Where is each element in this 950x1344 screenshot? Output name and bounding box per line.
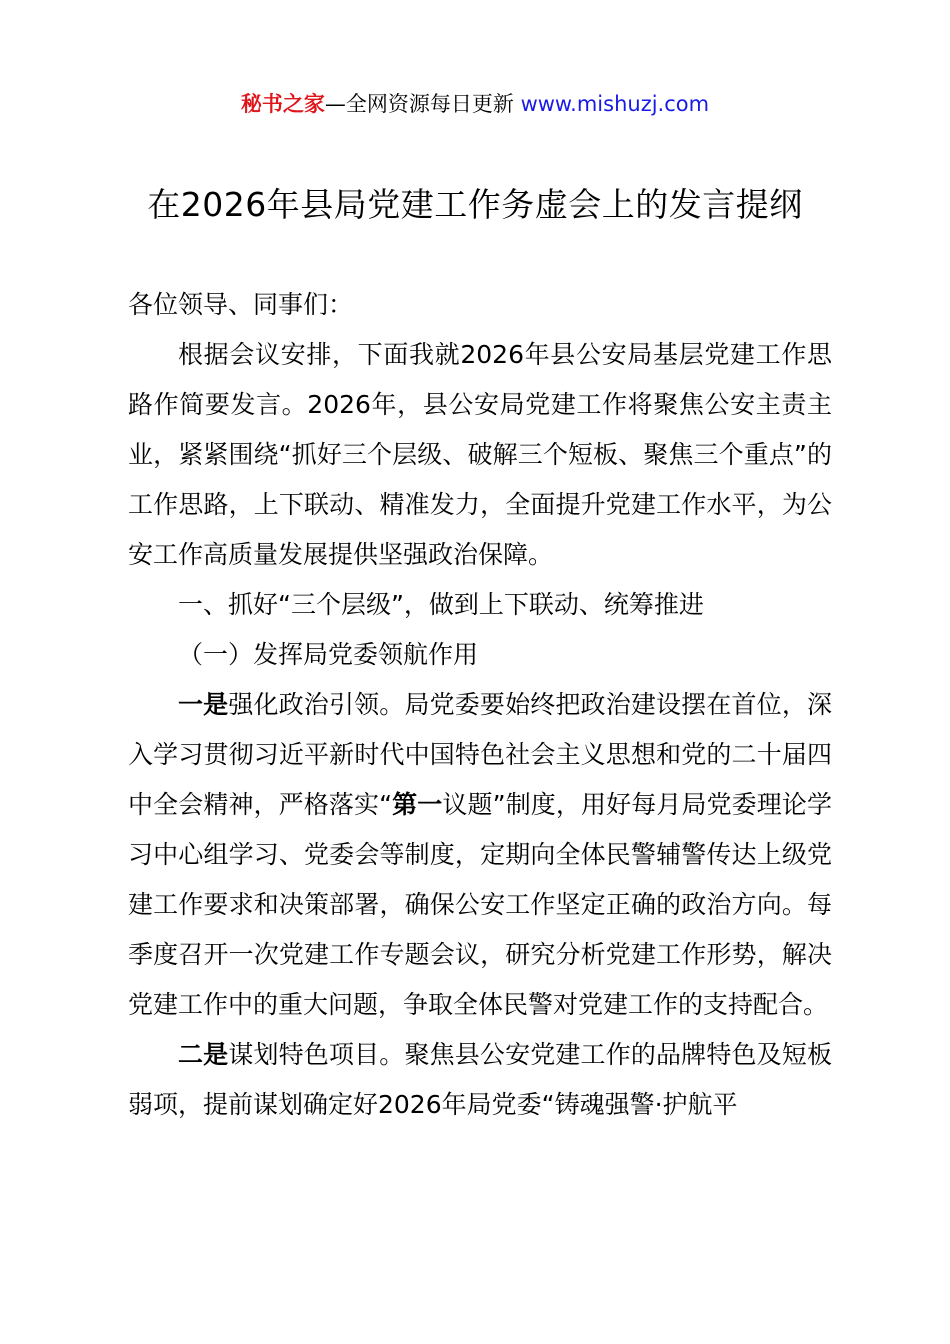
point-lead-1: 一是 [178, 690, 229, 719]
point-text-1b: 议题”制度，用好每月局党委理论学习中心组学习、党委会等制度，定期向全体民警辅警传达上级党建工作要求和决策部署，确保公安工作坚定正确的政治方向。每季度召开一次党建工作专题会议，研究分析党建工作形势，解决党建工作中的重大问题，争取全体民警对党建工作的支持配合。 [128, 790, 833, 1019]
document-title: 在2026年县局党建工作务虚会上的发言提纲 [147, 185, 803, 224]
point-text-2: 谋划特色项目。聚焦县公安党建工作的品牌特色及短板弱项，提前谋划确定好2026年局党委“铸魂强警·护航平 [128, 1040, 832, 1119]
section-heading-1: 一、抓好“三个层级”，做到上下联动、统筹推进 [178, 590, 704, 619]
point-lead-2: 二是 [178, 1040, 229, 1069]
site-url-link[interactable]: www.mishuzj.com [520, 92, 710, 116]
intro-paragraph: 根据会议安排，下面我就2026年县公安局基层党建工作思路作简要发言。2026年，县公安局党建工作将聚焦公安主责主业，紧紧围绕“抓好三个层级、破解三个短板、聚焦三个重点”的工作思路，上下联动、精准发力，全面提升党建工作水平，为公安工作高质量发展提供坚强政治保障。 [128, 340, 832, 569]
point-paragraph-2 [128, 1030, 832, 1130]
document-body [128, 280, 832, 1130]
site-header [0, 88, 950, 120]
salutation: 各位领导、同事们： [128, 290, 354, 319]
point-text-1a: 强化政治引领。局党委要始终把政治建设摆在首位，深入学习贯彻习近平新时代中国特色社会主义思想和党的二十届四中全会精神，严格落实“ [128, 690, 832, 819]
header-tagline: —全网资源每日更新 [324, 92, 521, 116]
point-paragraph-1 [128, 680, 832, 1030]
brand-name: 秘书之家 [240, 92, 325, 116]
subsection-heading-1: （一）发挥局党委领航作用 [178, 640, 479, 669]
point-bold-inline: 第一 [392, 790, 443, 819]
